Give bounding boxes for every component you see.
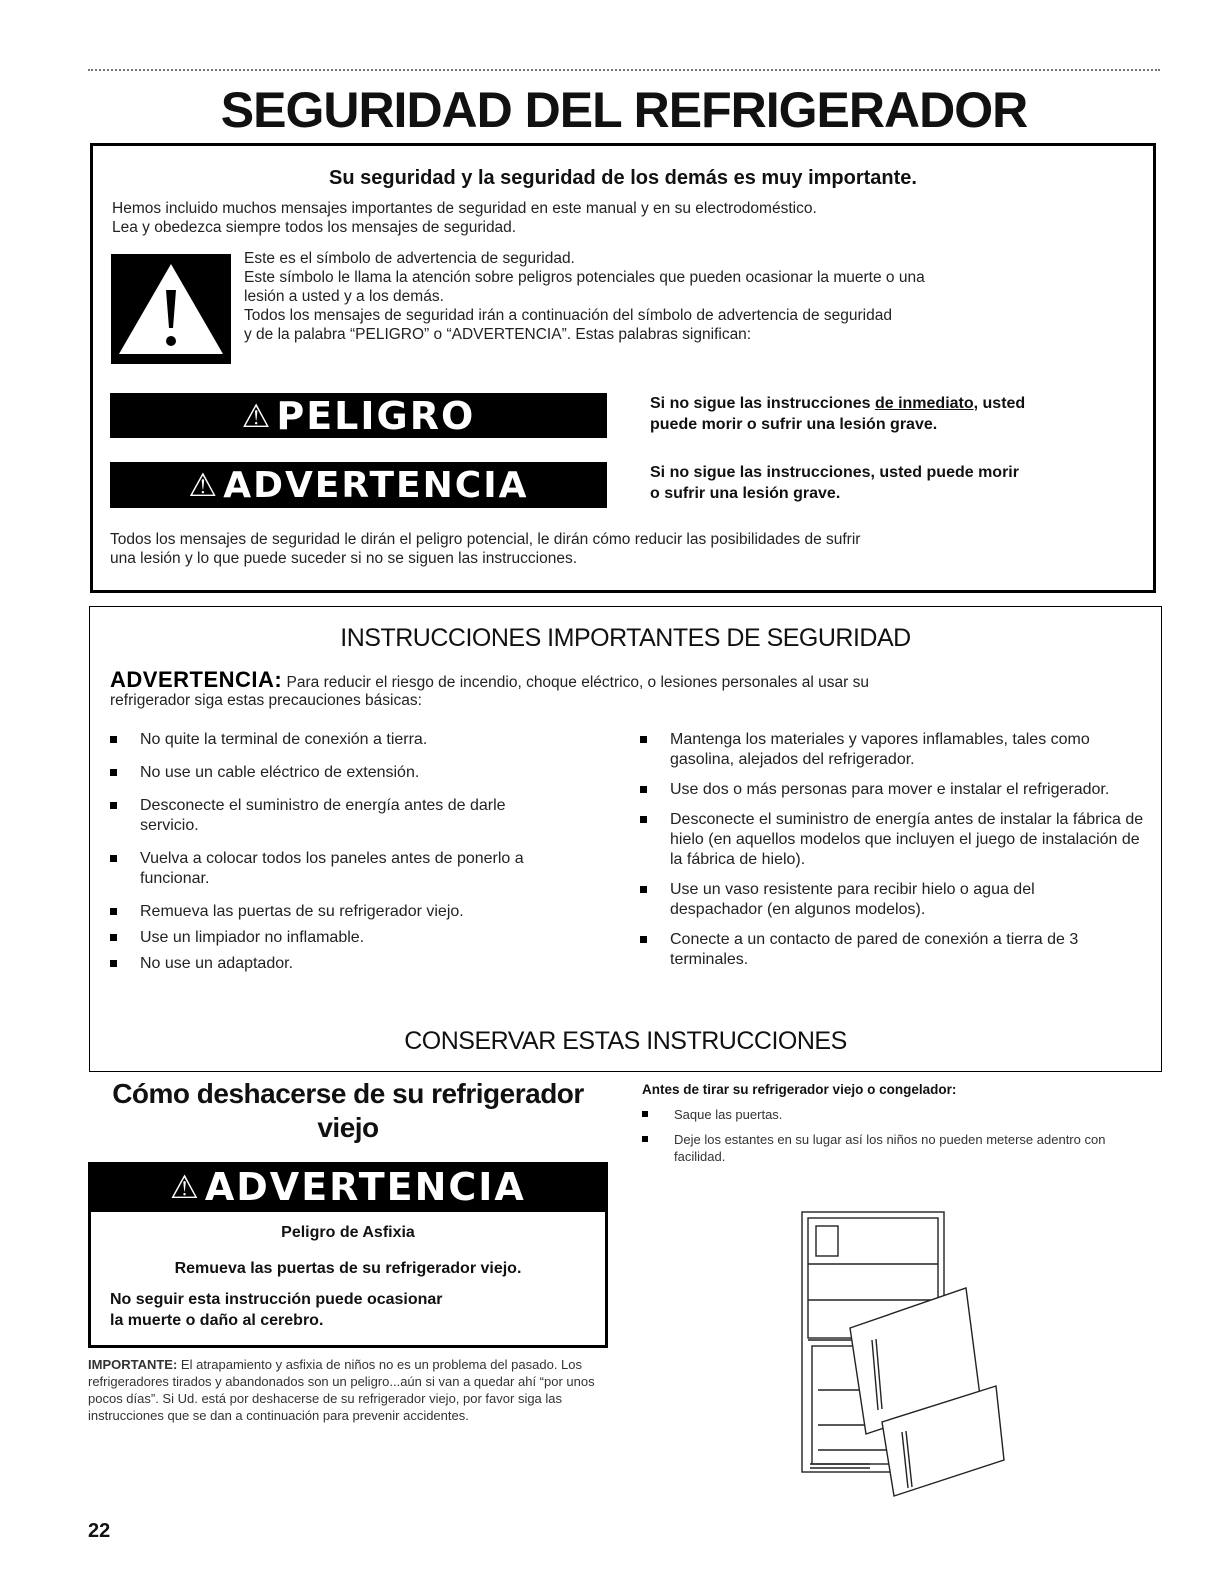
safety-footer: Todos los mensajes de seguridad le dirán el peligro potencial, le dirán cómo reducir las posibilidades de sufrir una lesión y lo que puede suceder si no se siguen las instrucciones. [110,531,861,567]
list-item: Desconecte el suministro de energía antes de darle servicio. [110,796,540,836]
list-item: Use un vaso resistente para recibir hielo o agua del despachador (en algunos modelos). [640,880,1130,920]
warn-line-1: Remueva las puertas de su refrigerador viejo. [174,1260,522,1277]
disposal-heading: Cómo deshacerse de su refrigerador viejo [112,1078,584,1143]
warning-triangle-icon: ⚠ [170,1168,201,1206]
list-item: No use un cable eléctrico de extensión. [110,763,570,783]
before-discard-list [642,1106,1158,1165]
warning-triangle-icon: ⚠ [188,466,220,504]
safety-alert-icon [111,254,231,364]
list-item: No use un adaptador. [110,954,570,974]
symbol-explanation: Este es el símbolo de advertencia de seguridad. Este símbolo le llama la atención sobre peligros potenciales que pueden ocasionar la muerte o una lesión a usted y a los demás. Todos los mensajes de seguridad irán a continuación del símbolo de advertencia de seguridad y de la palabra “PELIGRO” o “ADVERTENCIA”. Estas palabras significan: [244,250,925,343]
warning-triangle-icon: ⚠ [241,396,273,435]
list-item: Use dos o más personas para mover e instalar el refrigerador. [640,780,1130,800]
peligro-banner: ⚠ PELIGRO [110,393,607,438]
page-number: 22 [88,1520,111,1542]
safety-heading: Su seguridad y la seguridad de los demás es muy importante. [329,167,917,189]
warn-line-2: No seguir esta instrucción puede ocasionar la muerte o daño al cerebro. [110,1291,443,1329]
list-item: Vuelva a colocar todos los paneles antes de ponerlo a funcionar. [110,849,540,889]
top-dotted-rule [88,69,1160,71]
instructions-lead: ADVERTENCIA: Para reducir el riesgo de incendio, choque eléctrico, o lesiones personales al usar su refrigerador siga estas precauciones básicas: [110,667,869,709]
instructions-footer: CONSERVAR ESTAS INSTRUCCIONES [404,1027,847,1055]
advertencia-banner: ⚠ ADVERTENCIA [110,462,607,508]
refrigerator-illustration [790,1200,1030,1505]
list-item: Saque las puertas. [642,1106,1158,1123]
list-item: Use un limpiador no inflamable. [110,928,570,948]
advertencia-banner-disposal: ⚠ ADVERTENCIA [88,1162,608,1212]
safety-intro: Hemos incluido muchos mensajes importantes de seguridad en este manual y en su electrodoméstico. Lea y obedezca siempre todos los mensajes de seguridad. [112,200,817,236]
peligro-message: Si no sigue las instrucciones de inmediato, usted puede morir o sufrir una lesión grave. [650,395,1026,433]
warn-title: Peligro de Asfixia [281,1224,415,1241]
before-discard-heading: Antes de tirar su refrigerador viejo o congelador: [642,1082,957,1097]
list-item: Deje los estantes en su lugar así los niños no pueden meterse adentro con facilidad. [642,1131,1158,1165]
page-title: SEGURIDAD DEL REFRIGERADOR [220,82,1028,138]
instructions-left-list [110,730,570,974]
advertencia-message: Si no sigue las instrucciones, usted puede morir o sufrir una lesión grave. [650,464,1019,502]
important-note: IMPORTANTE: El atrapamiento y asfixia de niños no es un problema del pasado. Los refrigeradores tirados y abandonados son un peligro...aún si van a quedar ahí “por unos pocos días”. Si Ud. está por deshacerse de su refrigerador viejo, por favor siga las instrucciones que se dan a continuación para prevenir accidentes. [88,1357,595,1423]
list-item: Desconecte el suministro de energía antes de instalar la fábrica de hielo (en aquellos modelos que incluyen el juego de instalación de la fábrica de hielo). [640,810,1145,870]
instructions-right-list [640,730,1145,970]
list-item: No quite la terminal de conexión a tierra. [110,730,570,750]
list-item: Conecte a un contacto de pared de conexión a tierra de 3 terminales. [640,930,1150,970]
instructions-heading: INSTRUCCIONES IMPORTANTES DE SEGURIDAD [340,624,911,652]
list-item: Remueva las puertas de su refrigerador viejo. [110,902,570,922]
list-item: Mantenga los materiales y vapores inflamables, tales como gasolina, alejados del refrigerador. [640,730,1130,770]
